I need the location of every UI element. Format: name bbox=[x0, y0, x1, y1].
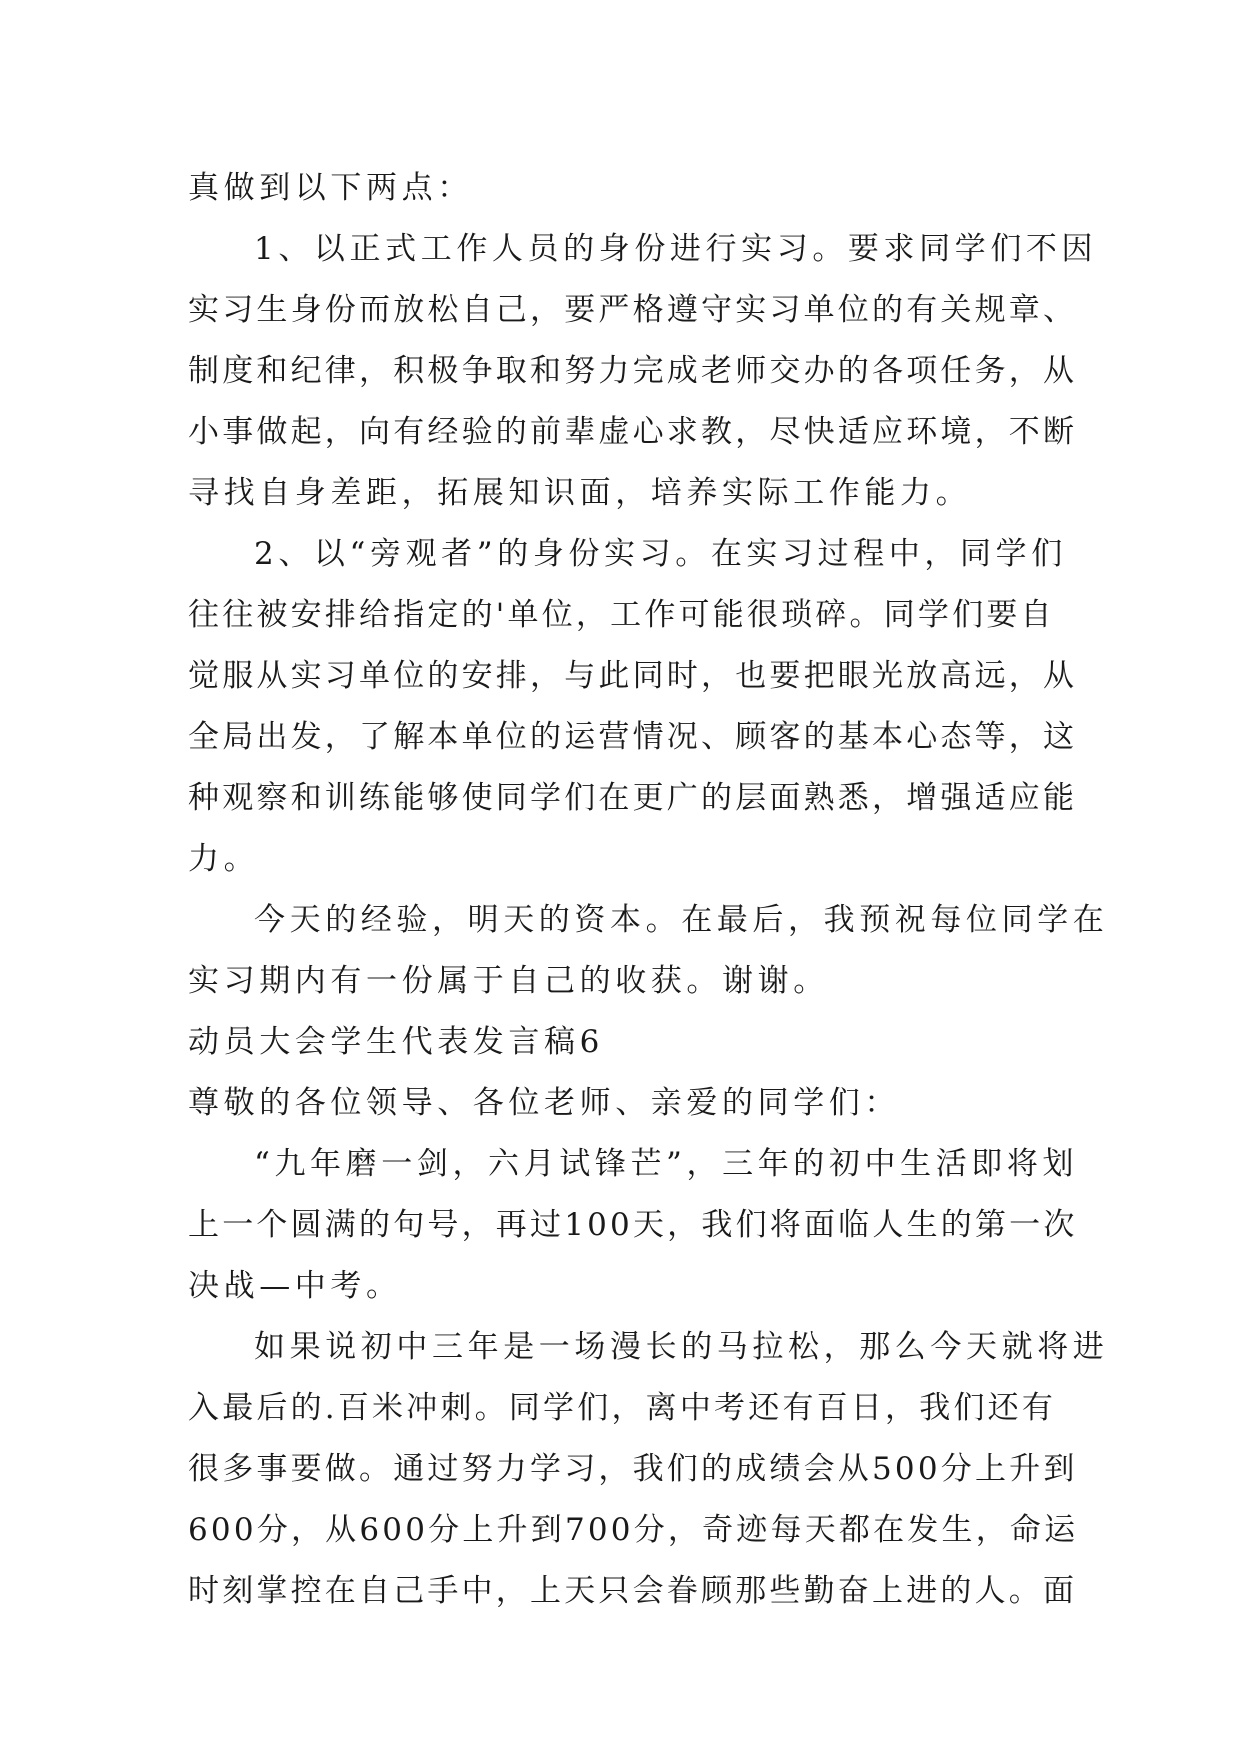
text-line: 往往被安排给指定的'单位，工作可能很琐碎。同学们要自 bbox=[188, 597, 1055, 633]
section-heading: 动员大会学生代表发言稿6 bbox=[188, 1024, 604, 1060]
text-line: 力。 bbox=[188, 841, 260, 877]
text-line: 全局出发，了解本单位的运营情况、顾客的基本心态等，这 bbox=[188, 719, 1078, 755]
text-line: 觉服从实习单位的安排，与此同时，也要把眼光放高远，从 bbox=[188, 658, 1078, 694]
text-line: 实习生身份而放松自己，要严格遵守实习单位的有关规章、 bbox=[188, 292, 1078, 328]
text-line: 如果说初中三年是一场漫长的马拉松，那么今天就将进 bbox=[254, 1329, 1109, 1365]
text-line: 种观察和训练能够使同学们在更广的层面熟悉，增强适应能 bbox=[188, 780, 1078, 816]
salutation: 尊敬的各位领导、各位老师、亲爱的同学们： bbox=[188, 1085, 900, 1121]
text-line: 1、以正式工作人员的身份进行实习。要求同学们不因 bbox=[254, 231, 1098, 267]
text-line: 制度和纪律，积极争取和努力完成老师交办的各项任务，从 bbox=[188, 353, 1078, 389]
text-line: 寻找自身差距，拓展知识面，培养实际工作能力。 bbox=[188, 475, 972, 511]
text-line: 入最后的.百米冲刺。同学们，离中考还有百日，我们还有 bbox=[188, 1390, 1057, 1426]
text-line: 今天的经验，明天的资本。在最后，我预祝每位同学在 bbox=[254, 902, 1109, 938]
text-line: 小事做起，向有经验的前辈虚心求教，尽快适应环境，不断 bbox=[188, 414, 1078, 450]
text-line: 2、以“旁观者”的身份实习。在实习过程中，同学们 bbox=[254, 536, 1067, 572]
text-line: 实习期内有一份属于自己的收获。谢谢。 bbox=[188, 963, 829, 999]
text-line: 时刻掌控在自己手中，上天只会眷顾那些勤奋上进的人。面 bbox=[188, 1573, 1078, 1609]
text-line: 真做到以下两点： bbox=[188, 170, 473, 206]
text-line: 决战—中考。 bbox=[188, 1268, 402, 1304]
text-line: 很多事要做。通过努力学习，我们的成绩会从500分上升到 bbox=[188, 1451, 1078, 1487]
text-line: 600分，从600分上升到700分，奇迹每天都在发生，命运 bbox=[188, 1512, 1079, 1548]
text-line: 上一个圆满的句号，再过100天，我们将面临人生的第一次 bbox=[188, 1207, 1078, 1243]
text-line: “九年磨一剑，六月试锋芒”，三年的初中生活即将划 bbox=[254, 1146, 1079, 1182]
document-body bbox=[188, 158, 1109, 1622]
